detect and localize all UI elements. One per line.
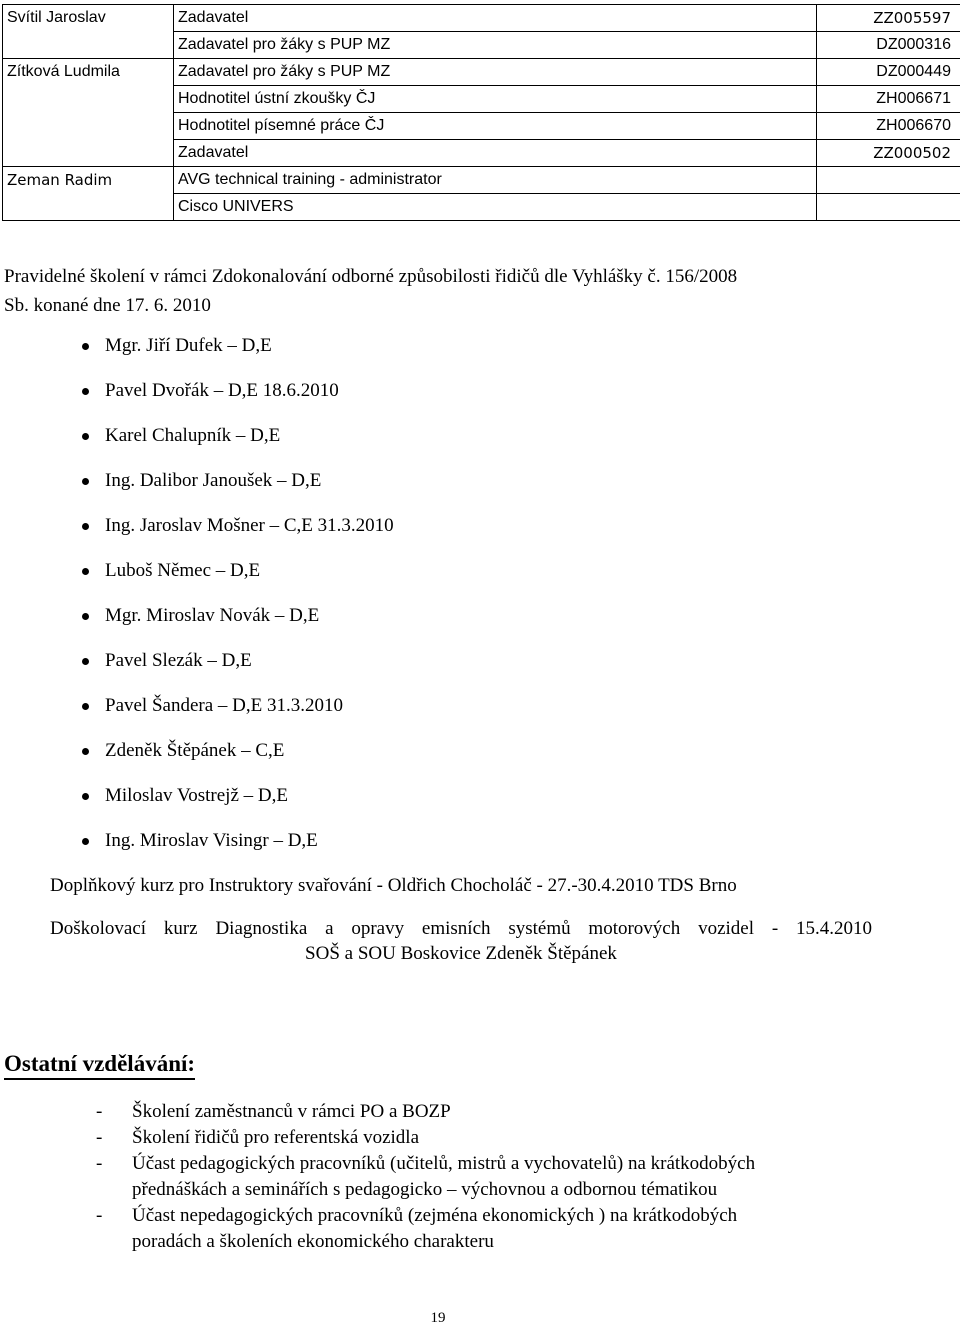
table-row [3, 167, 960, 194]
welding-course: Doplňkový kurz pro Instruktory svařování - Oldřich Chocholáč - 27.-30.4.2010 TDS Brno [50, 875, 737, 896]
cell-code: ZZ000502 [817, 140, 960, 167]
table-row [3, 194, 960, 221]
cell-code [817, 194, 960, 221]
cell-name [3, 32, 174, 59]
person-text: Ing. Jaroslav Mošner – C,E 31.3.2010 [105, 515, 394, 536]
list-item [60, 783, 394, 828]
word: Doškolovací [50, 918, 147, 939]
cell-code: ZH006670 [817, 113, 960, 140]
people-list [60, 333, 394, 873]
person-text: Ing. Dalibor Janoušek – D,E [105, 470, 322, 491]
dash-marker: - [96, 1153, 103, 1174]
intro-paragraph [4, 262, 904, 320]
table-row [3, 59, 960, 86]
list-item [60, 468, 394, 513]
item-line-1: Účast nepedagogických pracovníků (zejména ekonomických ) na krátkodobých [132, 1205, 738, 1226]
bullet-icon [82, 793, 89, 800]
list-item [60, 693, 394, 738]
word: - [771, 918, 779, 939]
diagnostics-course [50, 916, 872, 966]
word: emisních [421, 918, 491, 939]
word: systémů [508, 918, 571, 939]
cell-code: DZ000316 [817, 32, 960, 59]
list-item [60, 333, 394, 378]
table-row [3, 32, 960, 59]
list-item [60, 378, 394, 423]
cell-name [3, 140, 174, 167]
dash-marker: - [96, 1101, 103, 1122]
word: Diagnostika [215, 918, 308, 939]
cell-name: Zítková Ludmila [3, 59, 174, 86]
person-text: Luboš Němec – D,E [105, 560, 261, 581]
table-row [3, 140, 960, 167]
list-item [96, 1151, 896, 1203]
person-text: Miloslav Vostrejž – D,E [105, 785, 288, 806]
bullet-icon [82, 613, 89, 620]
cell-name: Svítil Jaroslav [3, 5, 174, 32]
table-row [3, 86, 960, 113]
cell-role: Cisco UNIVERS [174, 194, 817, 221]
word: vozidel [698, 918, 754, 939]
cell-role: Hodnotitel ústní zkoušky ČJ [174, 86, 817, 113]
cell-role: Zadavatel [174, 5, 817, 32]
bullet-icon [82, 523, 89, 530]
list-item [60, 648, 394, 693]
list-item [60, 513, 394, 558]
bullet-icon [82, 568, 89, 575]
item-line-1: Školení řidičů pro referentská vozidla [132, 1127, 420, 1148]
page-number: 19 [430, 1310, 446, 1326]
cell-code: DZ000449 [817, 59, 960, 86]
cell-code: ZZ005597 [817, 5, 960, 32]
list-item [96, 1099, 896, 1125]
list-item [96, 1125, 896, 1151]
diagnostics-course-line-2: SOŠ a SOU Boskovice Zdeněk Štěpánek [305, 943, 617, 964]
cell-role: Zadavatel [174, 140, 817, 167]
list-item [60, 423, 394, 468]
cell-name: Zeman Radim [3, 167, 174, 194]
word: a [325, 918, 334, 939]
cell-role: Zadavatel pro žáky s PUP MZ [174, 32, 817, 59]
cell-code [817, 167, 960, 194]
table-row [3, 113, 960, 140]
word: kurz [163, 918, 198, 939]
cell-role: Zadavatel pro žáky s PUP MZ [174, 59, 817, 86]
person-text: Mgr. Miroslav Novák – D,E [105, 605, 320, 626]
person-text: Pavel Šandera – D,E 31.3.2010 [105, 695, 343, 716]
intro-line-2: Sb. konané dne 17. 6. 2010 [4, 295, 211, 316]
bullet-icon [82, 658, 89, 665]
list-item [60, 558, 394, 603]
person-text: Mgr. Jiří Dufek – D,E [105, 335, 272, 356]
word: motorových [588, 918, 681, 939]
word: opravy [351, 918, 405, 939]
list-item [96, 1203, 896, 1255]
word: 15.4.2010 [795, 918, 872, 939]
table-row [3, 5, 960, 32]
item-line-2: přednáškách a seminářích s pedagogicko – výchovnou a odbornou tématikou [132, 1179, 718, 1200]
cell-role: Hodnotitel písemné práce ČJ [174, 113, 817, 140]
dash-marker: - [96, 1127, 103, 1148]
person-text: Pavel Dvořák – D,E 18.6.2010 [105, 380, 339, 401]
bullet-icon [82, 748, 89, 755]
cell-role: AVG technical training - administrator [174, 167, 817, 194]
item-line-1: Školení zaměstnanců v rámci PO a BOZP [132, 1101, 451, 1122]
person-text: Zdeněk Štěpánek – C,E [105, 740, 285, 761]
diagnostics-course-line-1 [50, 916, 872, 941]
bullet-icon [82, 478, 89, 485]
cell-name [3, 86, 174, 113]
person-text: Ing. Miroslav Visingr – D,E [105, 830, 318, 851]
section-title-other-education: Ostatní vzdělávání: [4, 1050, 195, 1080]
list-item [60, 603, 394, 648]
intro-line-1: Pravidelné školení v rámci Zdokonalování odborné způsobilosti řidičů dle Vyhlášky č. 156/2008 [4, 266, 738, 287]
bullet-icon [82, 703, 89, 710]
item-line-2: poradách a školeních ekonomického charakteru [132, 1231, 494, 1252]
list-item [60, 828, 394, 873]
item-line-1: Účast pedagogických pracovníků (učitelů, mistrů a vychovatelů) na krátkodobých [132, 1153, 756, 1174]
bullet-icon [82, 388, 89, 395]
other-education-list [96, 1099, 896, 1255]
cell-name [3, 113, 174, 140]
bullet-icon [82, 343, 89, 350]
cell-name [3, 194, 174, 221]
list-item [60, 738, 394, 783]
person-text: Pavel Slezák – D,E [105, 650, 252, 671]
bullet-icon [82, 433, 89, 440]
cell-code: ZH006671 [817, 86, 960, 113]
bullet-icon [82, 838, 89, 845]
person-text: Karel Chalupník – D,E [105, 425, 281, 446]
dash-marker: - [96, 1205, 103, 1226]
training-table [2, 4, 960, 221]
